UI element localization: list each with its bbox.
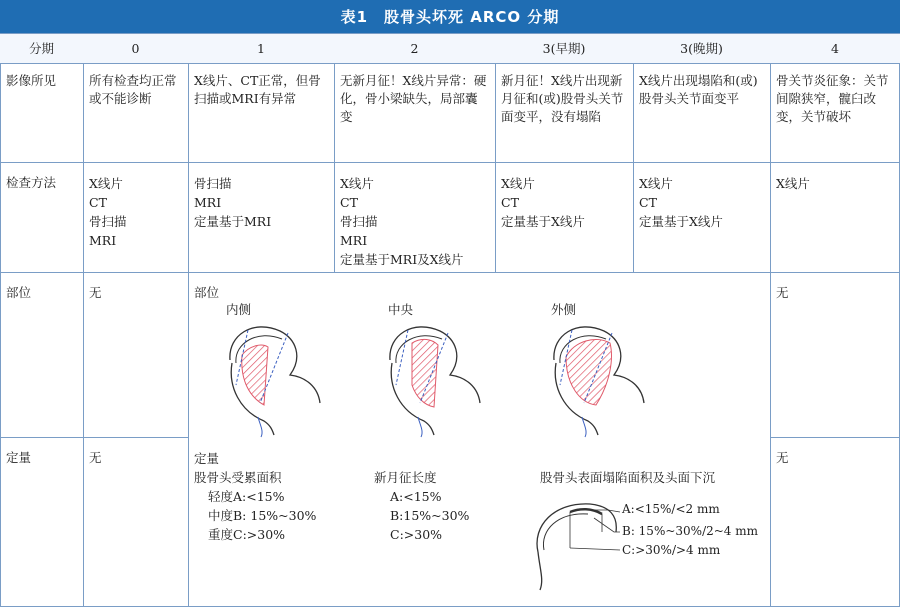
grid-line	[0, 33, 1, 606]
method-item: CT	[501, 195, 519, 210]
method-item: MRI	[340, 233, 368, 248]
femoral-head-diagram-medial	[230, 327, 320, 437]
row-label-imaging: 影像所见	[6, 73, 57, 88]
method-item: X线片	[89, 176, 123, 191]
imaging-stage-4: 骨关节炎征象：关节间隙狭窄，髋臼改变，关节破坏	[776, 73, 889, 124]
method-item: MRI	[194, 195, 222, 210]
header-4: 4	[770, 34, 900, 63]
collapse-diagram	[537, 504, 620, 590]
diagram-label-central: 中央	[388, 302, 414, 317]
header-3-early: 3(早期)	[495, 34, 633, 63]
femoral-head-diagram-central	[390, 327, 480, 437]
method-item: CT	[639, 195, 657, 210]
method-item: CT	[89, 195, 107, 210]
grid-line	[0, 606, 900, 607]
method-item: 定量基于MRI	[194, 214, 272, 229]
header-1: 1	[188, 34, 334, 63]
grid-line	[0, 63, 900, 64]
imaging-stage-3-late: X线片出现塌陷和(或)股骨头关节面变平	[639, 73, 758, 106]
methods-stage-2	[334, 170, 495, 273]
quant-area-block	[188, 445, 348, 548]
imaging-stage-3-early: 新月征！X线片出现新月征和(或)股骨头关节面变平，没有塌陷	[501, 73, 624, 124]
quant-crescent-item: A:<15%	[390, 489, 442, 504]
methods-stage-4	[770, 170, 900, 197]
imaging-stage-0: 所有检查均正常或不能诊断	[89, 73, 177, 106]
quant-crescent-block	[368, 464, 508, 548]
quantification-stage-4: 无	[776, 450, 789, 465]
location-sub-label: 部位	[194, 285, 220, 300]
quant-area-item: 中度B: 15%~30%	[208, 508, 317, 523]
row-label-quantification: 定量	[6, 450, 32, 465]
methods-stage-1	[188, 170, 334, 235]
grid-line	[0, 162, 900, 163]
method-item: X线片	[340, 176, 374, 191]
method-item: 定量基于MRI及X线片	[340, 252, 464, 267]
quant-sub-label: 定量	[194, 451, 220, 466]
diagram-label-medial: 内侧	[226, 302, 252, 317]
method-item: X线片	[639, 176, 673, 191]
quant-crescent-item: B:15%~30%	[390, 508, 470, 523]
method-item: 骨扫描	[89, 214, 127, 229]
imaging-stage-2: 无新月征！X线片异常：硬化，骨小梁缺失，局部囊变	[340, 73, 487, 124]
grid-line	[0, 437, 188, 438]
methods-stage-3-late	[633, 170, 770, 235]
imaging-stage-1: X线片、CT正常，但骨扫描或MRI有异常	[194, 73, 321, 106]
method-item: X线片	[776, 176, 810, 191]
grid-line	[770, 437, 900, 438]
quant-area-title: 股骨头受累面积	[194, 470, 282, 485]
diagram-label-lateral: 外侧	[551, 302, 577, 317]
header-0: 0	[83, 34, 188, 63]
quant-area-item: 轻度A:<15%	[208, 489, 285, 504]
location-stage-0: 无	[89, 285, 102, 300]
row-label-location: 部位	[6, 285, 32, 300]
quant-crescent-item: C:>30%	[390, 527, 443, 542]
methods-stage-3-early	[495, 170, 633, 235]
method-item: 骨扫描	[340, 214, 378, 229]
header-stage: 分期	[0, 34, 83, 63]
quant-collapse-item-a: A:<15%/<2 mm	[622, 502, 720, 516]
method-item: 定量基于X线片	[501, 214, 585, 229]
quantification-stage-0: 无	[89, 450, 102, 465]
methods-stage-0	[83, 170, 188, 254]
row-label-methods: 检查方法	[6, 175, 57, 190]
header-3-late: 3(晚期)	[633, 34, 770, 63]
method-item: X线片	[501, 176, 535, 191]
femoral-head-diagram-lateral	[554, 327, 644, 437]
header-2: 2	[334, 34, 495, 63]
grid-line	[83, 33, 84, 606]
quant-collapse-item-b: B: 15%~30%/2~4 mm	[622, 524, 759, 538]
method-item: 骨扫描	[194, 176, 232, 191]
quant-area-item: 重度C:>30%	[208, 527, 286, 542]
method-item: 定量基于X线片	[639, 214, 723, 229]
quant-crescent-title: 新月征长度	[374, 470, 437, 485]
quant-collapse-title: 股骨头表面塌陷面积及头面下沉	[540, 470, 716, 485]
table-title: 表1 股骨头坏死 ARCO 分期	[0, 0, 900, 33]
method-item: CT	[340, 195, 358, 210]
location-stage-4: 无	[776, 285, 789, 300]
quant-collapse-item-c: C:>30%/>4 mm	[622, 543, 721, 557]
method-item: MRI	[89, 233, 117, 248]
